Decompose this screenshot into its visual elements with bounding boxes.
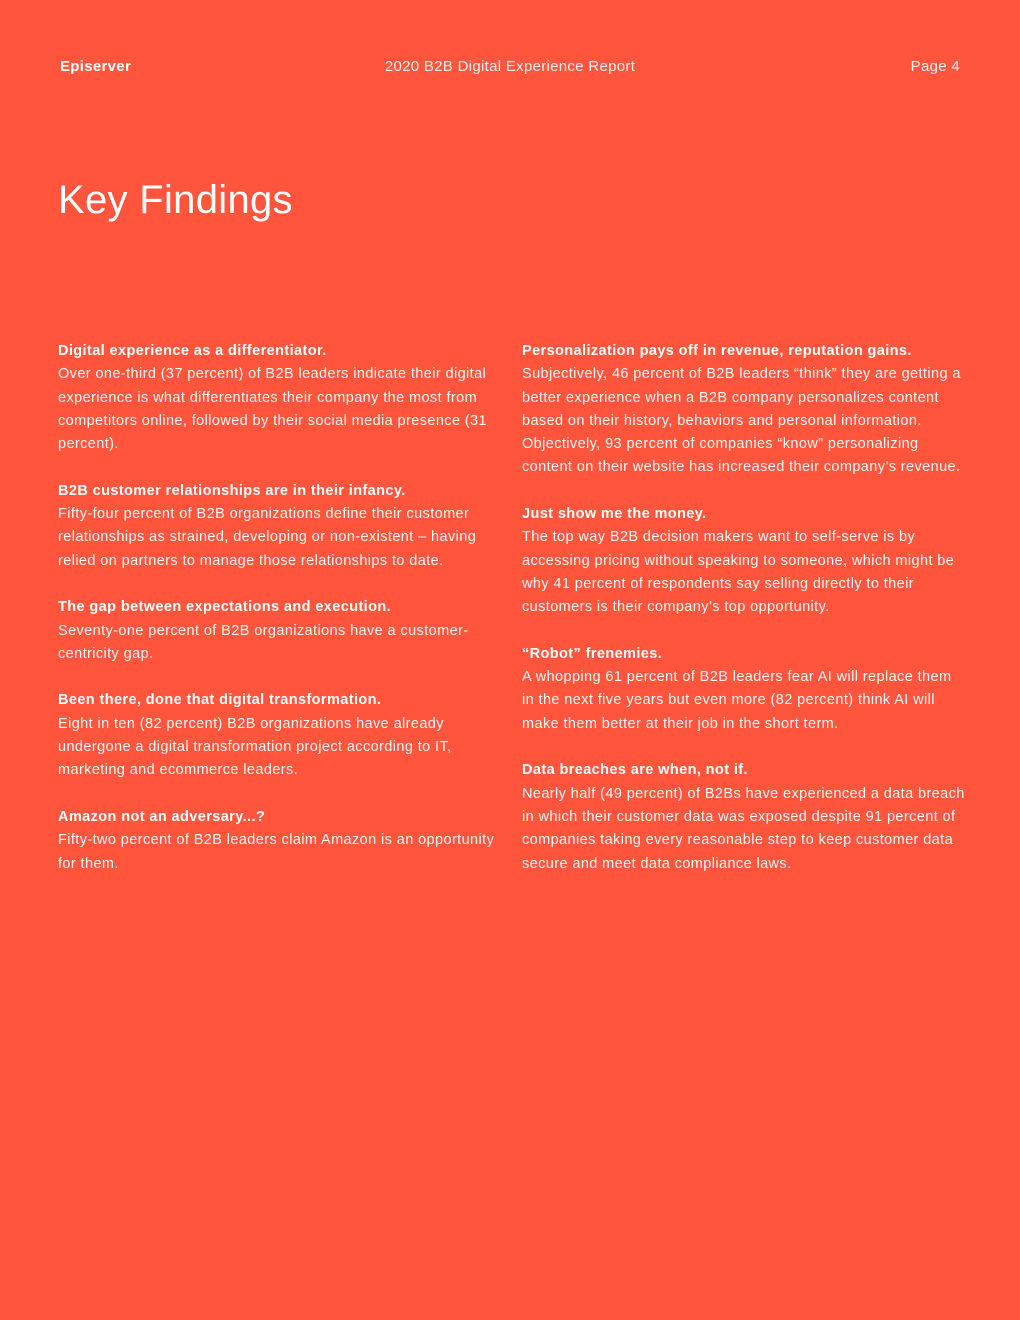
page-header <box>60 58 960 78</box>
finding-body: Fifty-four percent of B2B organizations define their customer relationships as strained, developing or non-existent – having relied on partners to manage those relationships to date. <box>58 506 477 569</box>
finding-body: Nearly half (49 percent) of B2Bs have experienced a data breach in which their customer data was exposed despite 91 percent of companies taking every reasonable step to keep customer data secure and meet data compliance laws. <box>522 785 965 872</box>
finding-robot-frenemies <box>522 643 967 736</box>
finding-body: Eight in ten (82 percent) B2B organizations have already undergone a digital transformation project according to IT, marketing and ecommerce leaders. <box>58 715 452 779</box>
finding-heading: Amazon not an adversary...? <box>58 808 266 825</box>
page-title: Key Findings <box>58 178 293 222</box>
finding-body: The top way B2B decision makers want to self-serve is by accessing pricing without speaking to someone, which might be why 41 percent of respondents say selling directly to their customers is their company’s top opportunity. <box>522 529 955 616</box>
finding-body: A whopping 61 percent of B2B leaders fear AI will replace them in the next five years but even more (82 percent) think AI will make them better at their job in the short term. <box>522 669 952 732</box>
finding-digital-differentiator <box>58 340 498 456</box>
finding-body: Fifty-two percent of B2B leaders claim Amazon is an opportunity for them. <box>58 832 495 872</box>
finding-body: Over one-third (37 percent) of B2B leaders indicate their digital experience is what differentiates their company the most from competitors online, followed by their social media presence (31 percent). <box>58 366 487 453</box>
finding-body: Seventy-one percent of B2B organizations have a customer-centricity gap. <box>58 622 469 662</box>
findings-right-column <box>522 340 967 899</box>
finding-amazon <box>58 806 498 876</box>
report-title: 2020 B2B Digital Experience Report <box>384 58 636 75</box>
finding-expectations-gap <box>58 596 498 666</box>
brand-name: Episerver <box>60 58 132 75</box>
finding-heading: Digital experience as a differentiator. <box>58 343 327 359</box>
finding-personalization <box>522 340 967 480</box>
findings-left-column <box>58 340 498 899</box>
finding-data-breaches <box>522 759 967 875</box>
finding-heading: Just show me the money. <box>522 506 707 523</box>
finding-heading: Been there, done that digital transformation. <box>58 692 382 709</box>
finding-show-me-the-money <box>522 503 967 619</box>
finding-body: Subjectively, 46 percent of B2B leaders “think” they are getting a better experience when a B2B company personalizes content based on their history, behaviors and personal information. Objectively, 93 percent of companies “know” personalizing content on their website has increased their company’s revenue. <box>522 366 961 476</box>
finding-heading: “Robot” frenemies. <box>522 645 663 662</box>
finding-heading: The gap between expectations and execution. <box>58 599 392 616</box>
finding-heading: Personalization pays off in revenue, reputation gains. <box>522 343 912 359</box>
finding-heading: Data breaches are when, not if. <box>522 762 748 779</box>
page-number: Page 4 <box>910 58 960 75</box>
finding-customer-relationships <box>58 480 498 573</box>
finding-digital-transformation <box>58 689 498 782</box>
finding-heading: B2B customer relationships are in their infancy. <box>58 482 406 499</box>
